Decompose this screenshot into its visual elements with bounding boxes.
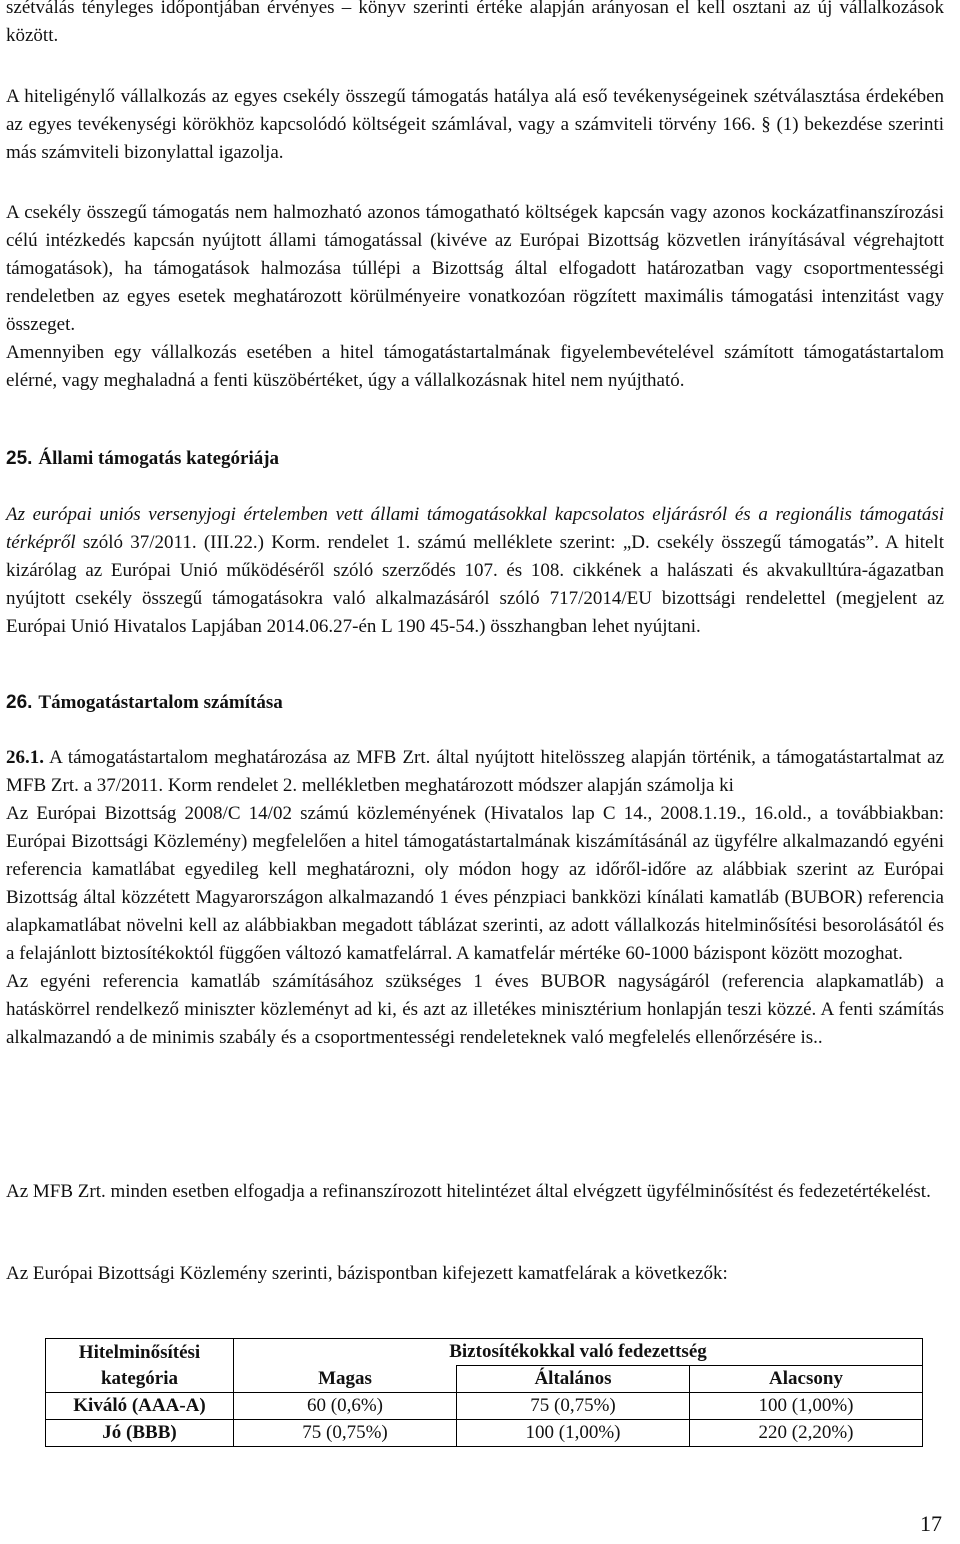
section-26-1-number: 26.1. [6, 747, 44, 768]
intro-text-1b: (1) bekezdése szerinti más számviteli bizonylattal igazolja. [6, 114, 945, 163]
section-25-heading [6, 445, 944, 473]
row-category: Jó (BBB) [46, 1420, 234, 1447]
subheader-high: Magas [234, 1366, 457, 1393]
table-cell: 220 (2,20%) [690, 1420, 923, 1447]
table-cell: 75 (0,75%) [457, 1393, 690, 1420]
intro-text-1a: A hiteligénylő vállalkozás az egyes csekély összegű támogatás hatálya alá eső tevékenységeinek szétválasztása érdekében az egyes tevékenységi körökhöz kapcsolódó költségeit számlával, vagy a számviteli törvény 166. [6, 86, 944, 135]
table-row [46, 1393, 923, 1420]
section-26-heading [6, 689, 944, 717]
table-header-row [46, 1339, 923, 1366]
intro-paragraph-2 [6, 199, 944, 395]
page-number: 17 [920, 1511, 942, 1536]
collateral-group-header: Biztosítékokkal való fedezettség [234, 1339, 923, 1366]
section-26-number: 26. [6, 692, 33, 713]
intro-text-0: szétválás tényleges időpontjában érvényes – könyv szerinti értéke alapján arányosan el kell osztani az új vállalkozások között. [6, 0, 944, 46]
section-sign-icon: § [761, 114, 771, 135]
section-26-title: Támogatástartalom számítása [38, 692, 283, 713]
section-25-text: szóló 37/2011. (III.22.) Korm. rendelet 1. számú melléklete szerint: „D. csekély összegű támogatás”. A hitelt kizárólag az Európai Unió működéséről szóló szerződés 107. és 108. cikkének a halászati és akvakulltúra-ágazatban nyújtott csekély összegű támogatásokra való alkalmazásáról szóló 717/2014/EU bizottsági rendelettel (megjelent az Európai Unió Hivatalos Lapjában 2014.06.27-én L 190 45-54.) összhangban lehet nyújtani. [6, 532, 944, 637]
section-25-number: 25. [6, 448, 33, 469]
row-category: Kiváló (AAA-A) [46, 1393, 234, 1420]
section-26-body [6, 744, 944, 1052]
table-row [46, 1420, 923, 1447]
section-26-text-4: Az MFB Zrt. minden esetben elfogadja a refinanszírozott hitelintézet által elvégzett ügyfélminősítést és fedezetértékelést. [6, 1181, 931, 1202]
section-25-paragraph [6, 501, 944, 641]
section-26-text-5: Az Európai Bizottsági Közlemény szerinti, bázispontban kifejezett kamatfelárak a következők: [6, 1263, 728, 1284]
rating-header-line2: kategória [100, 1367, 179, 1389]
section-25-title: Állami támogatás kategóriája [38, 448, 280, 469]
subheader-normal: Általános [457, 1366, 690, 1393]
section-26-text-1: A támogatástartalom meghatározása az MFB Zrt. által nyújtott hitelösszeg alapján történik, a támogatástartalmat az MFB Zrt. a 37/2011. Korm rendelet 2. mellékletben meghatározott módszer alapján számolja ki [6, 747, 944, 796]
section-26-paragraph-4 [6, 1178, 944, 1206]
intro-text-2: A csekély összegű támogatás nem halmozható azonos támogatható költségek kapcsán vagy azonos kockázatfinanszírozási célú intézkedés kapcsán nyújtott állami támogatással (kivéve az Európai Bizottság közvetlen irányításával végrehajtott támogatások), ha támogatások halmozása túllépi a Bizottság által elfogadott határozatban vagy csoportmentességi rendeletben az egyes esetek meghatározott körülményeire vonatkozóan rögzített maximális támogatási intenzitást vagy összeget. [6, 202, 944, 335]
subheader-low: Alacsony [690, 1366, 923, 1393]
rating-header-line1: Hitelminősítési [78, 1341, 201, 1363]
table-cell: 100 (1,00%) [457, 1420, 690, 1447]
table-cell: 100 (1,00%) [690, 1393, 923, 1420]
interest-margin-table [45, 1338, 923, 1447]
intro-text-3: Amennyiben egy vállalkozás esetében a hitel támogatástartalmának figyelembevételével számított támogatástartalom elérné, vagy meghaladná a fenti küszöbértéket, úgy a vállalkozásnak hitel nem nyújtható. [6, 342, 944, 391]
section-26-paragraph-5 [6, 1260, 944, 1288]
intro-paragraph-0 [6, 0, 944, 50]
section-25-italic-text: Az európai uniós versenyjogi értelemben vett állami támogatásokkal kapcsolatos eljárásról és a regionális támogatási térképről [6, 504, 944, 553]
intro-paragraph-1 [6, 83, 944, 167]
table-cell: 60 (0,6%) [234, 1393, 457, 1420]
table-cell: 75 (0,75%) [234, 1420, 457, 1447]
section-26-text-3: Az egyéni referencia kamatláb számításához szükséges 1 éves BUBOR nagyságáról (referencia alapkamatláb) a hatáskörrel rendelkező miniszter közleményt ad ki, és azt az illetékes minisztérium honlapján teszi közzé. A fenti számítás alkalmazandó a de minimis szabály és a csoportmentességi rendeleteknek való megfelelés ellenőrzésére is.. [6, 971, 944, 1048]
rating-category-header [46, 1339, 234, 1393]
section-26-text-2: Az Európai Bizottság 2008/C 14/02 számú közleményének (Hivatalos lap C 14., 2008.1.19., 16.old., a továbbiakban: Európai Bizottsági Közlemény) megfelelően a hitel támogatástartalmának kiszámításánál az ügyfélre alkalmazandó egyéni referencia kamatlábat egyedileg kell meghatározni, oly módon hogy az időről-időre az alábbiak szerint az Európai Bizottság által közzétett Magyarországon alkalmazandó 1 éves pénzpiaci bankközi kínálati kamatláb (BUBOR) referencia alapkamatlábat növelni kell az alábbiakban megadott táblázat szerinti, az adott vállalkozás hitelminősítési besorolásától és a felajánlott biztosítékoktól függően változó kamatfelárral. A kamatfelár mértéke 60-1000 bázispont között mozoghat. [6, 803, 944, 964]
